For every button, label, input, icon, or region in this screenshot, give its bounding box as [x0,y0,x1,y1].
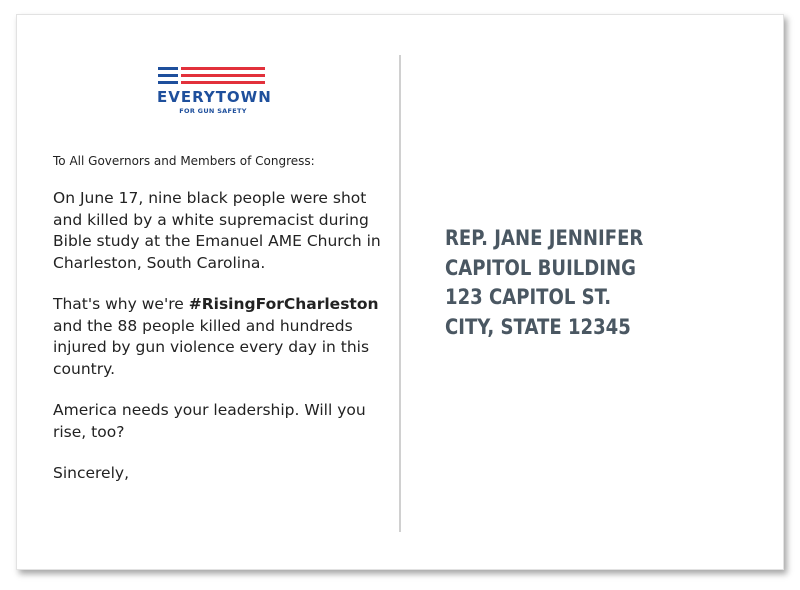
address-line-1: REP. JANE JENNIFER [445,226,644,250]
address-line-2: CAPITOL BUILDING [445,255,636,280]
paragraph-1: On June 17, nine black people were shot and killed by a white supremacist during Bible study at the Emanuel AME Church in Charleston, South Carolina. [53,189,381,272]
paragraph-2-suffix: and the 88 people killed and hundreds injured by gun violence every day in this country. [53,316,370,378]
flag-stripes-icon [157,65,269,87]
paragraph-2 [53,294,393,380]
salutation: To All Governors and Members of Congress: [53,154,315,168]
address-line-4: CITY, STATE 12345 [445,314,631,339]
closing: Sincerely, [53,464,130,482]
center-divider [399,55,401,532]
hashtag: #RisingForCharleston [188,295,379,313]
mailing-address [445,224,643,342]
logo-wordmark: EVERYTOWN [157,88,272,106]
letter-body [53,153,393,505]
paragraph-3: America needs your leadership. Will you rise, too? [53,401,366,441]
address-line-3: 123 CAPITOL ST. [445,285,612,309]
logo-tagline: FOR GUN SAFETY [179,107,247,115]
paragraph-2-prefix: That's why we're [53,295,189,313]
everytown-logo [157,65,272,120]
postcard [16,14,784,570]
